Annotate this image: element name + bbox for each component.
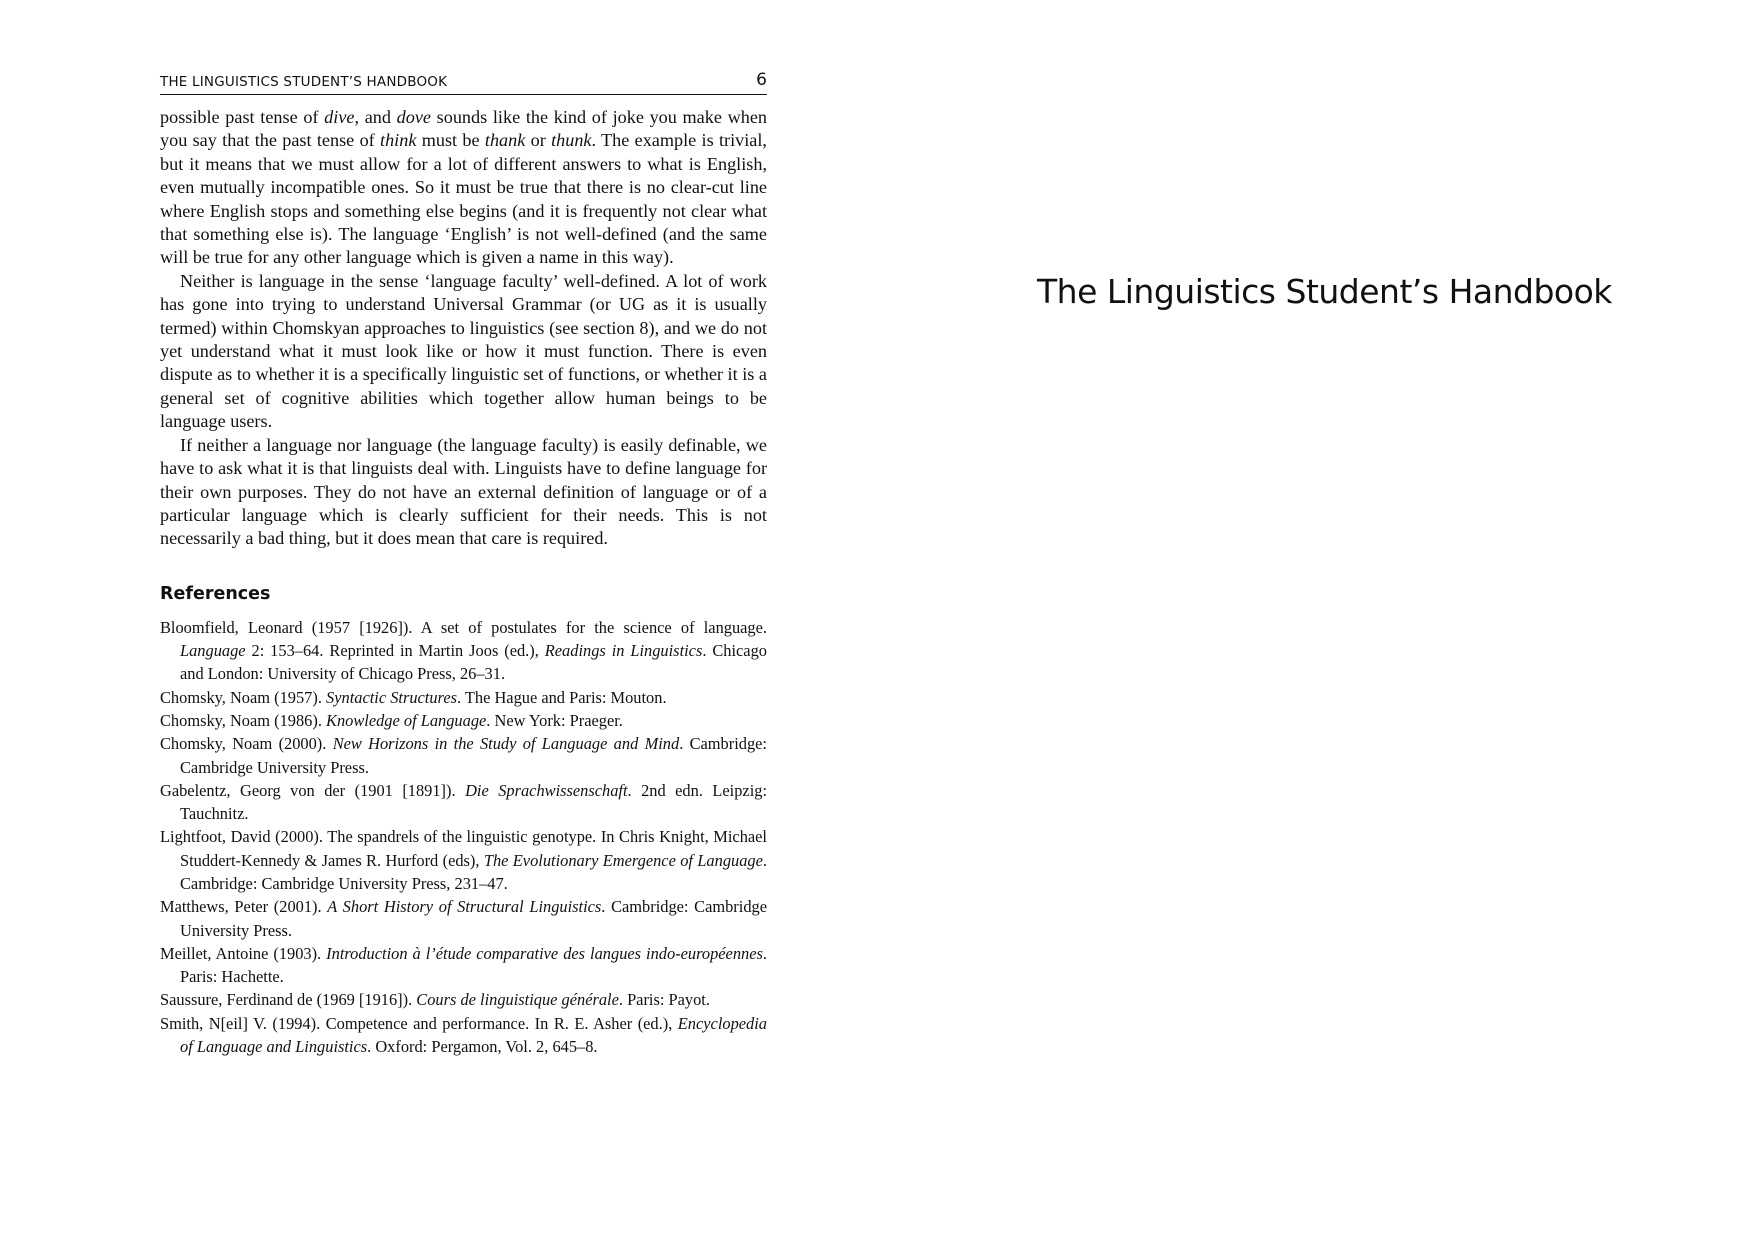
text-run: . Oxford: Pergamon, Vol. 2, 645–8. (367, 1037, 598, 1057)
right-page (1037, 272, 1612, 311)
italic-text: thank (484, 130, 526, 151)
text-run: Neither is language in the sense ‘language faculty’ well-defined. A lot of work has gone into trying to understand Universal Grammar (or UG as it is usually termed) within Chomskyan approaches to linguistics (see section 8), and we do not yet understand what it must look like or how it must function. There is even dispute as to whether it is a specifically linguistic set of functions, or whether it is a general set of cognitive abilities which together allow human beings to be language users. (160, 270, 767, 432)
italic-text: thunk (551, 130, 592, 151)
book-title: The Linguistics Student’s Handbook (1037, 272, 1612, 311)
text-run: . New York: Praeger. (486, 710, 623, 730)
text-run: Chomsky, Noam (2000). (160, 734, 333, 754)
italic-text: Encyclopedia of Language and Linguistics (180, 1013, 767, 1057)
reference-entry (160, 942, 767, 989)
body-text (160, 106, 767, 551)
text-run: Matthews, Peter (2001). (160, 897, 328, 917)
body-paragraph (160, 270, 767, 434)
italic-text: The Evolutionary Emergence of Language (483, 850, 763, 870)
references-list (160, 616, 767, 1059)
running-head-title: THE LINGUISTICS STUDENT’S HANDBOOK (160, 74, 448, 90)
text-run: Lightfoot, David (2000). The spandrels of the linguistic genotype. In Chris Knight, Michael Studdert-Kennedy & James R. Hurford (eds), (160, 827, 767, 870)
italic-text: Introduction à l’étude comparative des langues indo-européennes (326, 943, 763, 963)
reference-entry (160, 988, 767, 1011)
left-page (160, 70, 767, 1058)
text-run: sounds like the kind of joke you make when you say that the past tense of (160, 107, 767, 151)
text-run: Chomsky, Noam (1986). (160, 710, 327, 730)
text-run: or (525, 130, 552, 151)
text-run: . The example is trivial, but it means that we must allow for a lot of different answers to what is English, even mutually incompatible ones. So it must be true that there is no clear-cut line where English stops and something else begins (and it is frequently not clear what that something else is). The language ‘English’ is not well-defined (and the same will be true for any other language which is given a name in this way). (160, 130, 767, 268)
body-paragraph (160, 434, 767, 551)
reference-entry (160, 1012, 767, 1059)
reference-entry (160, 686, 767, 709)
italic-text: dove (396, 107, 431, 127)
reference-entry (160, 825, 767, 895)
text-run: . 2nd edn. Leipzig: Tauchnitz. (180, 780, 767, 824)
italic-text: dive (324, 107, 355, 127)
text-run: . The Hague and Paris: Mouton. (456, 687, 667, 707)
text-run: , and (354, 107, 397, 127)
reference-entry (160, 616, 767, 686)
text-run: . Cambridge: Cambridge University Press. (180, 734, 767, 777)
text-run: . Paris: Hachette. (180, 943, 767, 987)
body-paragraph (160, 106, 767, 270)
reference-entry (160, 895, 767, 942)
text-run: . Chicago and London: University of Chicago Press, 26–31. (180, 641, 767, 684)
reference-entry (160, 732, 767, 779)
reference-entry (160, 779, 767, 826)
references-heading: References (160, 583, 271, 604)
text-run: possible past tense of (160, 107, 325, 127)
italic-text: think (380, 130, 417, 151)
italic-text: Knowledge of Language (326, 710, 487, 730)
text-run: must be (416, 130, 485, 151)
text-run: . Cambridge: Cambridge University Press, 231–47. (180, 850, 767, 893)
text-run: . Paris: Payot. (618, 990, 710, 1010)
text-run: . Cambridge: Cambridge University Press. (180, 897, 767, 940)
italic-text: Die Sprachwissenschaft (465, 780, 628, 800)
text-run: Gabelentz, Georg von der (1901 [1891]). (160, 780, 466, 800)
italic-text: New Horizons in the Study of Language and Mind (332, 734, 680, 754)
text-run: Bloomfield, Leonard (1957 [1926]). A set of postulates for the science of language. (160, 617, 767, 637)
italic-text: Syntactic Structures (326, 687, 457, 707)
italic-text: Language (180, 641, 246, 661)
italic-text: Cours de linguistique générale (416, 990, 619, 1010)
italic-text: Readings in Linguistics (544, 641, 703, 661)
text-run: Smith, N[eil] V. (1994). Competence and performance. In R. E. Asher (ed.), (160, 1013, 678, 1033)
text-run: Chomsky, Noam (1957). (160, 687, 327, 707)
page-number: 6 (756, 70, 767, 90)
text-run: Saussure, Ferdinand de (1969 [1916]). (160, 990, 417, 1010)
running-head (160, 70, 767, 95)
text-run: 2: 153–64. Reprinted in Martin Joos (ed.), (245, 641, 545, 661)
text-run: Meillet, Antoine (1903). (160, 943, 327, 963)
italic-text: A Short History of Structural Linguistics (327, 897, 602, 917)
reference-entry (160, 709, 767, 732)
text-run: If neither a language nor language (the language faculty) is easily definable, we have to ask what it is that linguists deal with. Linguists have to define language for their own purposes. They do not have an external definition of language or of a particular language which is clearly sufficient for their needs. This is not necessarily a bad thing, but it does mean that care is required. (160, 434, 767, 549)
